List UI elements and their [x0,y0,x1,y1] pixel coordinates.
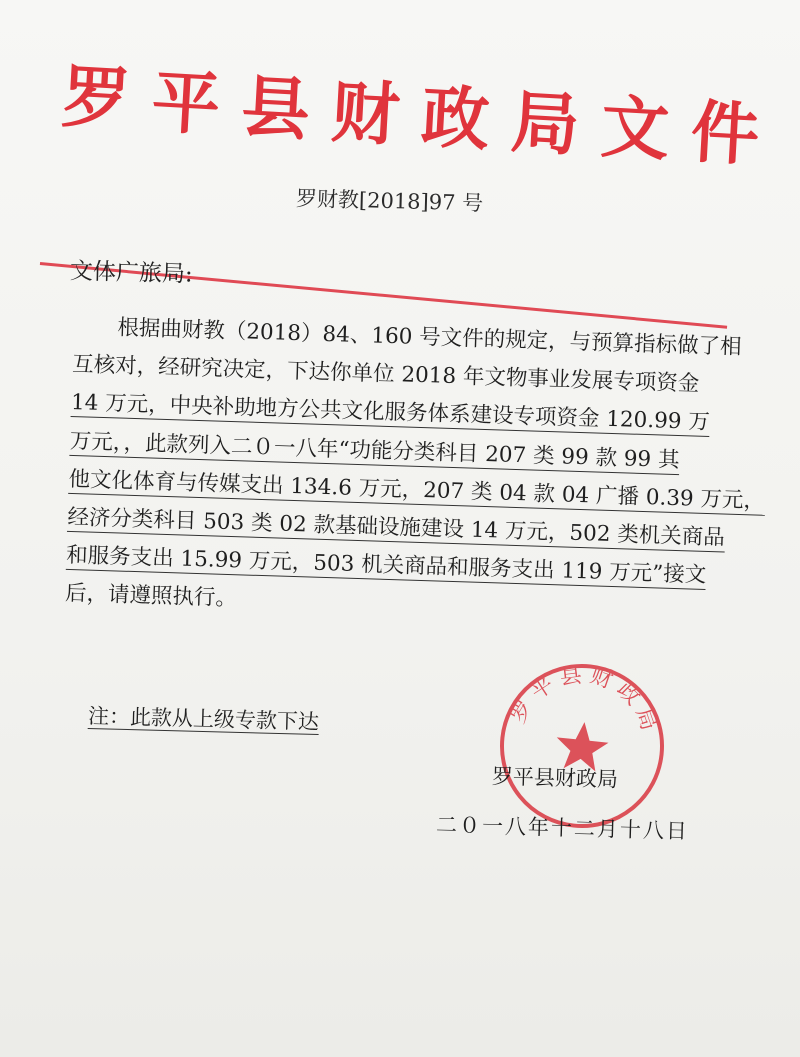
issuer-name: 罗平县财政局 [491,764,619,792]
recipient: 文体广旅局: [69,258,194,288]
body-line: 根据曲财教（2018）84、160 号文件的规定，与预算指标做了相 [117,315,742,360]
note-text: 注：此款从上级专款下达 [87,703,320,735]
body-line-text: 和服务支出 15.99 万元，503 机关商品和服务支出 119 万元”接文 [65,543,707,589]
issue-date: 二０一八年十二月十八日 [435,812,690,844]
body-line-text: 经济分类科目 503 类 02 款基础设施建设 14 万元，502 类机关商品 [67,504,726,551]
body-line-text: 他文化体育与传媒支出 134.6 万元，207 类 04 款 04 广播 0.39 万元， [68,466,766,514]
document-number: 罗财教[2018]97 号 [295,186,484,216]
document-body [64,308,766,633]
body-line: 后，请遵照执行。 [64,581,238,612]
body-line-text: 万元，，此款列入二０一八年“功能分类科目 207 类 99 款 99 其 [69,428,680,473]
document-title: 罗平县财政局文件 [59,57,784,178]
body-line-text: 14 万元，中央补助地方公共文化服务体系建设专项资金 120.99 万 [70,390,711,436]
body-line: 互核对，经研究决定，下达你单位 2018 年文物事业发展专项资金 [71,352,700,397]
note [88,700,320,736]
seal-text: 罗平县财政局 [505,662,664,740]
